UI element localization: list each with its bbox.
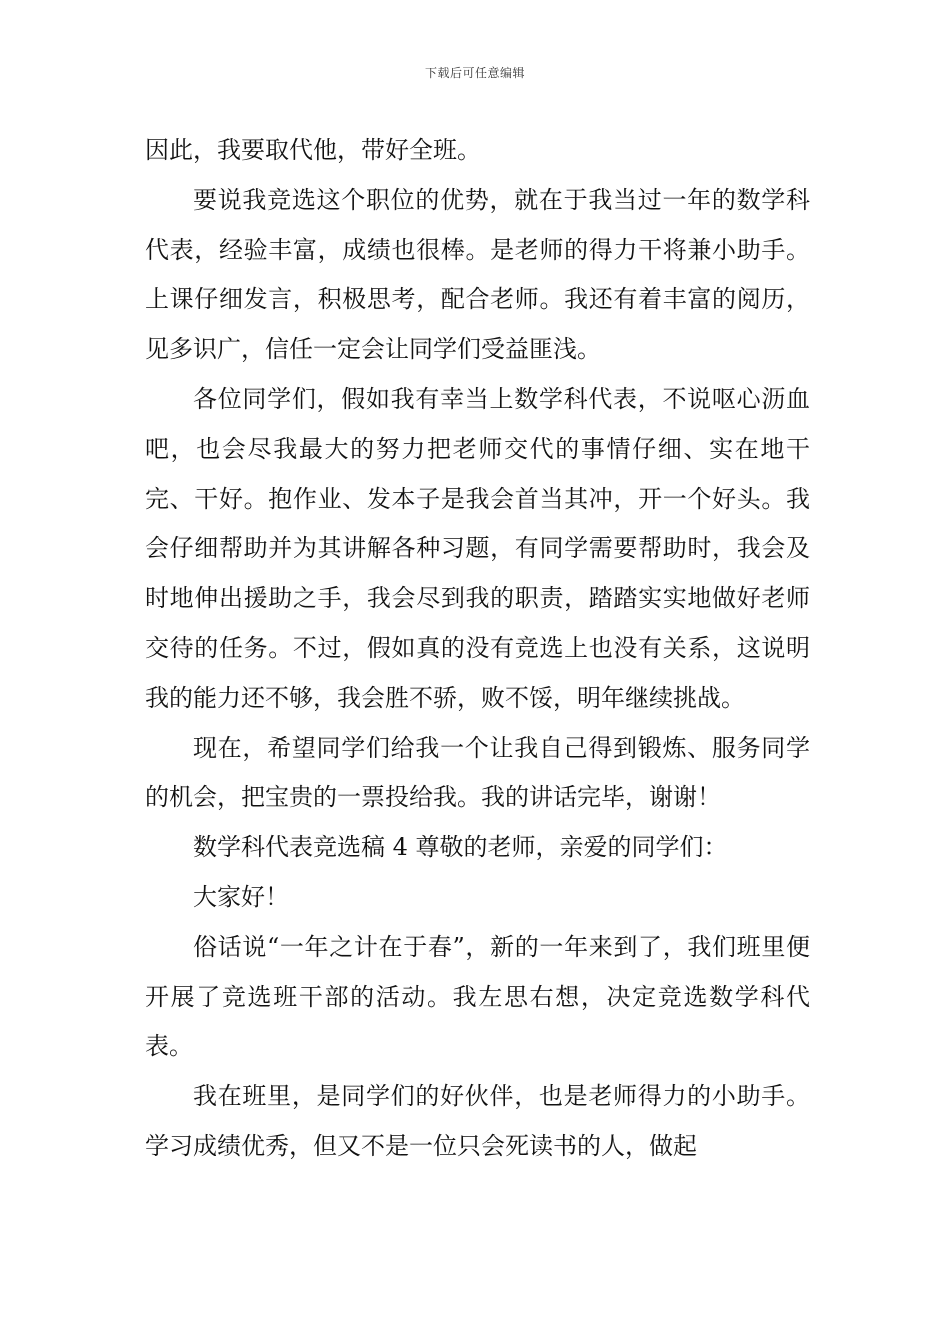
paragraph-2: 要说我竞选这个职位的优势，就在于我当过一年的数学科代表，经验丰富，成绩也很棒。是老师的得力干将兼小助手。上课仔细发言，积极思考，配合老师。我还有着丰富的阅历，见多识广，信任一定会让同学们受益匪浅。 [145, 185, 810, 364]
paragraph-4: 现在，希望同学们给我一个让我自己得到锻炼、服务同学的机会，把宝贵的一票投给我。我的讲话完毕，谢谢！ [145, 733, 810, 812]
paragraph-1: 因此，我要取代他，带好全班。 [145, 136, 481, 164]
document-body [145, 126, 810, 1172]
paragraph-6: 大家好！ [193, 882, 289, 911]
paragraph-8: 我在班里，是同学们的好伙伴，也是老师得力的小助手。学习成绩优秀，但又不是一位只会死读书的人，做起 [145, 1082, 810, 1160]
paragraph-5: 数学科代表竞选稿 4 尊敬的老师，亲爱的同学们： [193, 833, 728, 862]
paragraph-3: 各位同学们，假如我有幸当上数学科代表，不说呕心沥血吧，也会尽我最大的努力把老师交代的事情仔细、实在地干完、干好。抱作业、发本子是我会首当其冲，开一个好头。我会仔细帮助并为其讲解各种习题，有同学需要帮助时，我会及时地伸出援助之手，我会尽到我的职责，踏踏实实地做好老师交待的任务。不过，假如真的没有竞选上也没有关系，这说明我的能力还不够，我会胜不骄，败不馁，明年继续挑战。 [145, 384, 810, 712]
paragraph-7: 俗话说“一年之计在于春”，新的一年来到了，我们班里便开展了竞选班干部的活动。我左思右想，决定竞选数学科代表。 [145, 932, 810, 1061]
page-header: 下载后可任意编辑 [424, 66, 525, 80]
